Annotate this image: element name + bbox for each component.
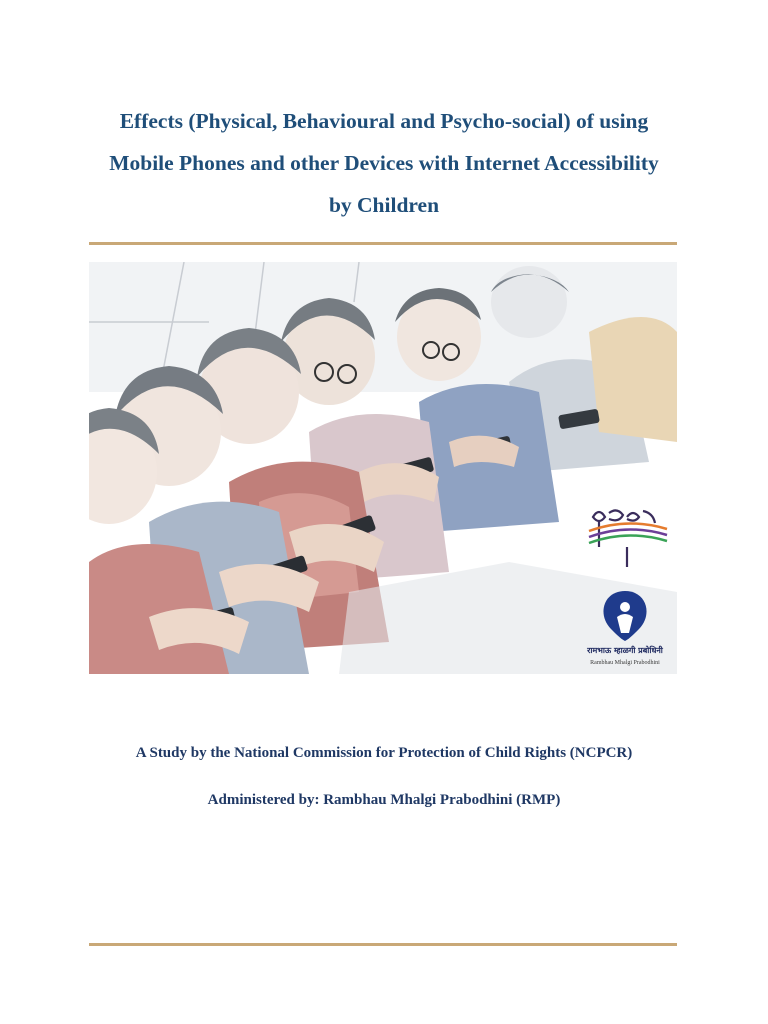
title-line-2: Mobile Phones and other Devices with Internet Accessibility (109, 151, 659, 175)
title-line-3: by Children (328, 193, 440, 217)
study-by-line: A Study by the National Commission for Protection of Child Rights (NCPCR) (135, 745, 633, 761)
rmp-english-name: Rambhau Mhalgi Prabodhini (590, 660, 660, 666)
title-line-1: Effects (Physical, Behavioural and Psycho-social) of using (119, 109, 649, 133)
report-title (60, 100, 708, 226)
top-divider (89, 242, 677, 245)
bottom-divider (89, 943, 677, 946)
cover-illustration (89, 262, 677, 674)
administered-by-line: Administered by: Rambhau Mhalgi Prabodhini (RMP) (207, 792, 561, 808)
rmp-hindi-name: रामभाऊ म्हाळगी प्रबोधिनी (587, 646, 663, 655)
